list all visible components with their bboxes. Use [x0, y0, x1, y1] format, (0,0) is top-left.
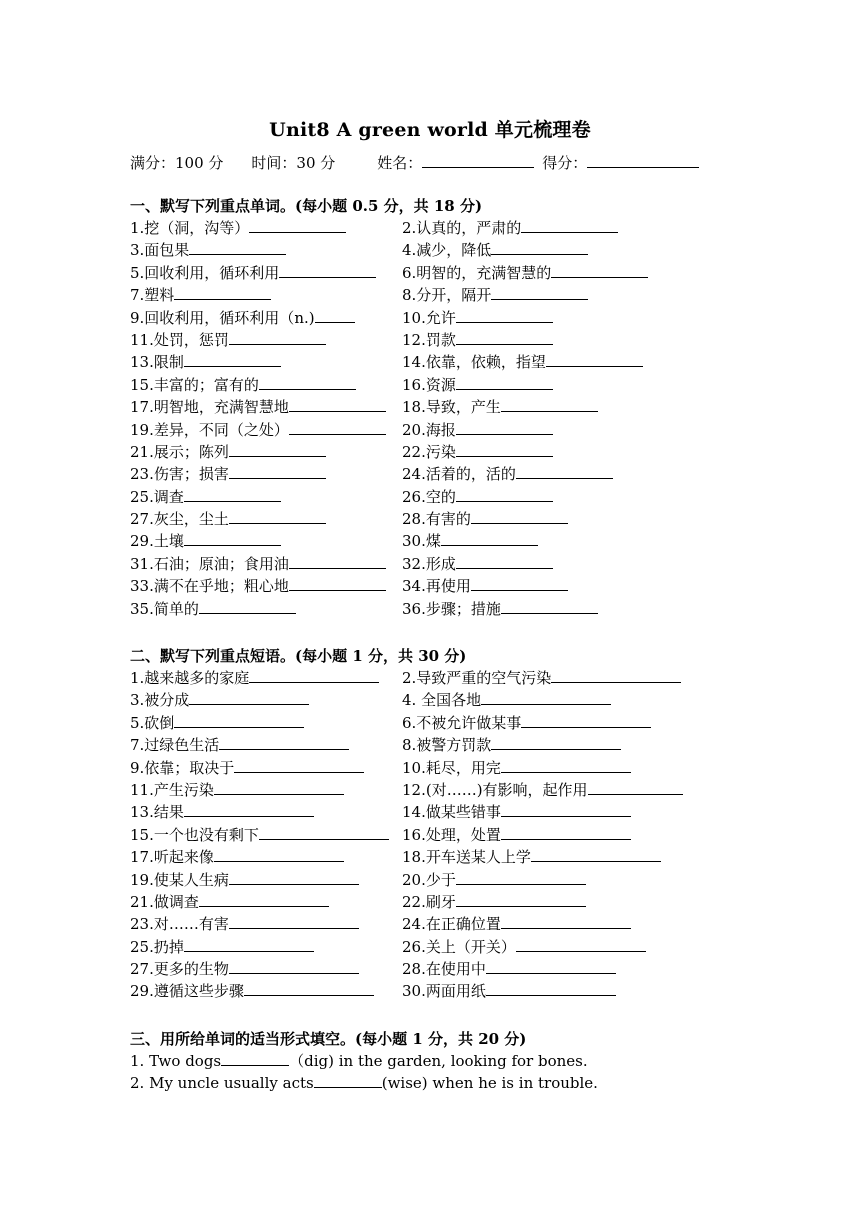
vocab-item-label: 30.煤 — [402, 532, 441, 551]
vocab-row — [130, 575, 750, 597]
answer-blank[interactable] — [588, 780, 683, 795]
answer-blank[interactable] — [501, 825, 631, 840]
vocab-item-label: 13.限制 — [130, 353, 184, 372]
vocab-item — [130, 239, 286, 261]
answer-blank[interactable] — [184, 531, 281, 546]
phrase-row — [130, 980, 750, 1002]
vocab-item — [402, 530, 538, 552]
vocab-row — [130, 329, 750, 351]
vocab-item-label: 32.形成 — [402, 554, 456, 573]
phrase-row — [130, 757, 750, 779]
vocab-item-label: 17.明智地，充满智慧地 — [130, 398, 289, 417]
vocab-row — [130, 374, 750, 396]
phrase-item-label: 10.耗尽，用完 — [402, 758, 501, 777]
section-word-forms — [130, 1028, 750, 1094]
vocab-item — [130, 351, 281, 373]
vocab-item — [402, 262, 648, 284]
vocab-item-label: 27.灰尘，尘土 — [130, 510, 229, 529]
phrase-item-label: 2.导致严重的空气污染 — [402, 669, 552, 687]
vocab-item — [402, 351, 643, 373]
answer-blank[interactable] — [551, 668, 681, 683]
vocab-item-label: 24.活着的，活的 — [402, 465, 516, 484]
answer-blank[interactable] — [244, 981, 374, 996]
answer-blank[interactable] — [229, 509, 326, 524]
phrase-item-label: 14.做某些错事 — [402, 803, 501, 822]
vocab-item-label: 21.展示；陈列 — [130, 442, 229, 461]
phrase-row — [130, 846, 750, 868]
vocab-item — [402, 441, 553, 463]
phrase-item — [130, 689, 309, 711]
phrase-row — [130, 667, 750, 689]
vocab-item — [402, 419, 553, 441]
phrase-item — [130, 958, 359, 980]
answer-blank[interactable] — [184, 937, 314, 952]
vocab-item-label: 16.资源 — [402, 375, 456, 394]
vocab-row — [130, 284, 750, 306]
phrase-row — [130, 824, 750, 846]
section-heading: 二、默写下列重点短语。(每小题 1 分，共 30 分) — [130, 647, 467, 665]
phrase-item — [130, 936, 314, 958]
vocab-item — [130, 486, 281, 508]
time-label: 时间：30 分 — [251, 154, 336, 172]
answer-blank[interactable] — [229, 330, 326, 345]
vocab-item-label: 9.回收利用，循环利用（n.) — [130, 308, 315, 327]
phrase-item-label: 17.听起来像 — [130, 848, 214, 867]
vocab-row — [130, 463, 750, 485]
name-label: 姓名： — [377, 154, 423, 172]
answer-blank[interactable] — [471, 509, 568, 524]
vocab-item — [402, 486, 553, 508]
phrase-item-label: 9.依靠；取决于 — [130, 758, 235, 777]
header-info — [130, 152, 699, 173]
answer-blank[interactable] — [551, 263, 648, 278]
phrase-row — [130, 689, 750, 711]
vocab-item-label: 29.土壤 — [130, 532, 184, 551]
section-heading: 三、用所给单词的适当形式填空。(每小题 1 分，共 20 分) — [130, 1030, 527, 1048]
answer-blank[interactable] — [249, 668, 379, 683]
phrase-item-label: 27.更多的生物 — [130, 960, 229, 979]
phrase-item — [130, 712, 304, 734]
vocab-row — [130, 419, 750, 441]
vocab-item — [402, 575, 568, 597]
phrase-item — [402, 980, 616, 1002]
answer-blank[interactable] — [229, 870, 359, 885]
phrase-row — [130, 869, 750, 891]
vocab-item — [402, 329, 553, 351]
vocab-item-label: 26.空的 — [402, 487, 456, 506]
phrase-item-label: 13.结果 — [130, 803, 184, 822]
vocab-item-label: 4.减少，降低 — [402, 241, 492, 260]
vocab-item — [130, 217, 346, 239]
vocab-row — [130, 486, 750, 508]
vocab-item — [402, 396, 598, 418]
answer-blank[interactable] — [501, 397, 598, 412]
answer-blank[interactable] — [229, 442, 326, 457]
phrase-item-label: 28.在使用中 — [402, 960, 486, 979]
phrase-item — [402, 712, 651, 734]
answer-blank[interactable] — [234, 758, 364, 773]
vocab-row — [130, 239, 750, 261]
vocab-row — [130, 217, 750, 239]
phrase-item — [402, 936, 646, 958]
name-field[interactable] — [422, 153, 534, 168]
phrase-item-label: 24.在正确位置 — [402, 915, 501, 934]
answer-blank[interactable] — [229, 914, 359, 929]
vocab-item — [130, 419, 386, 441]
answer-blank[interactable] — [214, 847, 344, 862]
answer-blank[interactable] — [456, 892, 586, 907]
answer-blank[interactable] — [289, 576, 386, 591]
answer-blank[interactable] — [456, 330, 553, 345]
answer-blank[interactable] — [315, 308, 355, 323]
answer-blank[interactable] — [221, 1051, 289, 1066]
vocab-item-label: 3.面包果 — [130, 241, 190, 260]
answer-blank[interactable] — [491, 735, 621, 750]
phrase-item-label: 25.扔掉 — [130, 937, 184, 956]
answer-blank[interactable] — [456, 554, 553, 569]
answer-blank[interactable] — [259, 375, 356, 390]
vocab-item-label: 7.塑料 — [130, 286, 175, 305]
vocab-item-label: 36.步骤；措施 — [402, 599, 501, 618]
answer-blank[interactable] — [441, 531, 538, 546]
answer-blank[interactable] — [456, 308, 553, 323]
phrase-item-label: 22.刷牙 — [402, 892, 456, 911]
phrase-item — [402, 667, 681, 689]
vocab-row — [130, 396, 750, 418]
phrase-item — [130, 824, 389, 846]
vocab-item — [130, 284, 271, 306]
phrase-item-label: 30.两面用纸 — [402, 982, 486, 1001]
phrase-item — [130, 846, 344, 868]
phrase-item-label: 21.做调查 — [130, 892, 199, 911]
vocab-item — [402, 374, 553, 396]
answer-blank[interactable] — [199, 892, 329, 907]
vocab-item — [130, 463, 326, 485]
vocab-item — [130, 598, 296, 620]
section-phrases — [130, 645, 750, 1003]
answer-blank[interactable] — [486, 959, 616, 974]
vocab-item-label: 20.海报 — [402, 420, 456, 439]
phrase-item-label: 29.遵循这些步骤 — [130, 982, 244, 1001]
sentence-start: 1. Two dogs — [130, 1052, 222, 1070]
phrase-item-label: 8.被警方罚款 — [402, 736, 492, 755]
phrase-item — [402, 734, 621, 756]
phrase-item-label: 11.产生污染 — [130, 780, 214, 799]
score-label: 得分： — [542, 154, 588, 172]
phrase-item — [130, 891, 329, 913]
phrase-item — [130, 913, 359, 935]
answer-blank[interactable] — [219, 735, 349, 750]
vocab-item-label: 31.石油；原油；食用油 — [130, 554, 289, 573]
phrase-item-label: 19.使某人生病 — [130, 870, 229, 889]
phrase-item — [130, 734, 349, 756]
sentence-end: (wise) when he is in trouble. — [381, 1074, 598, 1092]
answer-blank[interactable] — [184, 487, 281, 502]
vocab-item-label: 18.导致，产生 — [402, 398, 501, 417]
vocab-item — [130, 262, 376, 284]
answer-blank[interactable] — [481, 690, 611, 705]
phrase-item-label: 15.一个也没有剩下 — [130, 825, 259, 844]
score-field[interactable] — [587, 153, 699, 168]
phrase-item — [402, 958, 616, 980]
phrase-item — [402, 779, 683, 801]
vocab-item — [402, 553, 553, 575]
answer-blank[interactable] — [199, 599, 296, 614]
phrase-item — [402, 869, 586, 891]
answer-blank[interactable] — [214, 780, 344, 795]
phrase-item — [402, 757, 631, 779]
phrase-item-label: 18.开车送某人上学 — [402, 848, 531, 867]
page-title: Unit8 A green world 单元梳理卷 — [269, 119, 591, 141]
answer-blank[interactable] — [501, 802, 631, 817]
answer-blank[interactable] — [184, 352, 281, 367]
phrase-item-label: 1.越来越多的家庭 — [130, 669, 250, 687]
sentence-end: （dig) in the garden, looking for bones. — [289, 1052, 588, 1070]
vocab-item-label: 33.满不在乎地；粗心地 — [130, 577, 289, 596]
vocab-item — [130, 307, 355, 329]
sentence-start: 2. My uncle usually acts — [130, 1074, 314, 1092]
vocab-row — [130, 508, 750, 530]
vocab-item — [402, 463, 613, 485]
phrase-item — [130, 869, 359, 891]
vocab-item-label: 11.处罚，惩罚 — [130, 330, 229, 349]
answer-blank[interactable] — [229, 959, 359, 974]
answer-blank[interactable] — [471, 576, 568, 591]
answer-blank[interactable] — [491, 285, 588, 300]
vocab-item-label: 23.伤害；损害 — [130, 465, 229, 484]
answer-blank[interactable] — [546, 352, 643, 367]
vocab-row — [130, 598, 750, 620]
answer-blank[interactable] — [521, 218, 618, 233]
answer-blank[interactable] — [456, 442, 553, 457]
vocab-item-label: 28.有害的 — [402, 510, 471, 529]
phrase-item — [402, 846, 661, 868]
vocab-item-label: 14.依靠，依赖，指望 — [402, 353, 546, 372]
phrase-item-label: 3.被分成 — [130, 691, 190, 710]
answer-blank[interactable] — [289, 397, 386, 412]
vocab-item — [130, 329, 326, 351]
answer-blank[interactable] — [189, 690, 309, 705]
answer-blank[interactable] — [279, 263, 376, 278]
answer-blank[interactable] — [259, 825, 389, 840]
vocab-row — [130, 262, 750, 284]
vocab-item — [402, 239, 588, 261]
vocab-item-label: 8.分开，隔开 — [402, 286, 492, 305]
section-heading: 一、默写下列重点单词。(每小题 0.5 分，共 18 分) — [130, 197, 483, 215]
answer-blank[interactable] — [531, 847, 661, 862]
phrase-item-label: 7.过绿色生活 — [130, 736, 220, 755]
vocab-item — [402, 508, 568, 530]
answer-blank[interactable] — [501, 758, 631, 773]
answer-blank[interactable] — [184, 802, 314, 817]
vocab-item-label: 6.明智的，充满智慧的 — [402, 263, 552, 282]
phrase-row — [130, 936, 750, 958]
vocab-row — [130, 553, 750, 575]
phrase-row — [130, 734, 750, 756]
phrase-item-label: 16.处理，处置 — [402, 825, 501, 844]
vocab-row — [130, 307, 750, 329]
vocab-item-label: 34.再使用 — [402, 577, 471, 596]
phrase-row — [130, 958, 750, 980]
vocab-item-label: 22.污染 — [402, 442, 456, 461]
phrase-item — [130, 667, 379, 689]
vocab-item-label: 19.差异，不同（之处） — [130, 420, 289, 439]
answer-blank[interactable] — [249, 218, 346, 233]
vocab-item-label: 2.认真的，严肃的 — [402, 219, 522, 237]
phrase-item — [402, 891, 586, 913]
phrase-row — [130, 891, 750, 913]
vocab-item-label: 5.回收利用，循环利用 — [130, 263, 280, 282]
answer-blank[interactable] — [174, 285, 271, 300]
vocab-item — [402, 307, 553, 329]
vocab-item — [402, 598, 598, 620]
answer-blank[interactable] — [289, 554, 386, 569]
answer-blank[interactable] — [516, 937, 646, 952]
answer-blank[interactable] — [314, 1073, 382, 1088]
fill-in-sentence — [130, 1050, 750, 1072]
vocab-item — [130, 575, 386, 597]
phrase-item-label: 12.(对……)有影响，起作用 — [402, 780, 588, 799]
answer-blank[interactable] — [486, 981, 616, 996]
phrase-row — [130, 779, 750, 801]
vocab-item-label: 25.调查 — [130, 487, 184, 506]
phrase-item — [402, 689, 611, 711]
vocab-row — [130, 441, 750, 463]
vocab-item — [130, 441, 326, 463]
vocab-item — [130, 553, 386, 575]
answer-blank[interactable] — [289, 420, 386, 435]
answer-blank[interactable] — [189, 240, 286, 255]
answer-blank[interactable] — [456, 375, 553, 390]
vocab-item — [130, 530, 281, 552]
phrase-item — [130, 801, 314, 823]
answer-blank[interactable] — [174, 713, 304, 728]
vocab-row — [130, 351, 750, 373]
phrase-item — [402, 913, 631, 935]
phrase-item-label: 4. 全国各地 — [402, 691, 482, 710]
phrase-item-label: 26.关上（开关） — [402, 937, 516, 956]
answer-blank[interactable] — [491, 240, 588, 255]
phrase-item-label: 5.砍倒 — [130, 713, 175, 732]
full-score-label: 满分：100 分 — [130, 154, 224, 172]
section-vocabulary — [130, 195, 750, 620]
vocab-item-label: 10.允许 — [402, 308, 456, 327]
vocab-item-label: 35.简单的 — [130, 599, 199, 618]
vocab-item — [130, 374, 356, 396]
answer-blank[interactable] — [501, 914, 631, 929]
answer-blank[interactable] — [229, 464, 326, 479]
vocab-item — [402, 217, 618, 239]
fill-in-sentence — [130, 1072, 750, 1094]
phrase-item-label: 20.少于 — [402, 870, 456, 889]
answer-blank[interactable] — [456, 420, 553, 435]
answer-blank[interactable] — [516, 464, 613, 479]
phrase-item-label: 23.对……有害 — [130, 915, 229, 934]
answer-blank[interactable] — [456, 487, 553, 502]
vocab-item — [130, 396, 386, 418]
phrase-item — [130, 779, 344, 801]
answer-blank[interactable] — [521, 713, 651, 728]
phrase-item — [130, 757, 364, 779]
vocab-item-label: 15.丰富的；富有的 — [130, 375, 259, 394]
phrase-row — [130, 801, 750, 823]
phrase-item — [130, 980, 374, 1002]
phrase-item-label: 6.不被允许做某事 — [402, 713, 522, 732]
phrase-row — [130, 913, 750, 935]
answer-blank[interactable] — [456, 870, 586, 885]
phrase-item — [402, 801, 631, 823]
vocab-item — [130, 508, 326, 530]
vocab-item — [402, 284, 588, 306]
phrase-item — [402, 824, 631, 846]
vocab-item-label: 12.罚款 — [402, 330, 456, 349]
vocab-item-label: 1.挖（洞，沟等） — [130, 219, 250, 237]
answer-blank[interactable] — [501, 599, 598, 614]
phrase-row — [130, 712, 750, 734]
vocab-row — [130, 530, 750, 552]
